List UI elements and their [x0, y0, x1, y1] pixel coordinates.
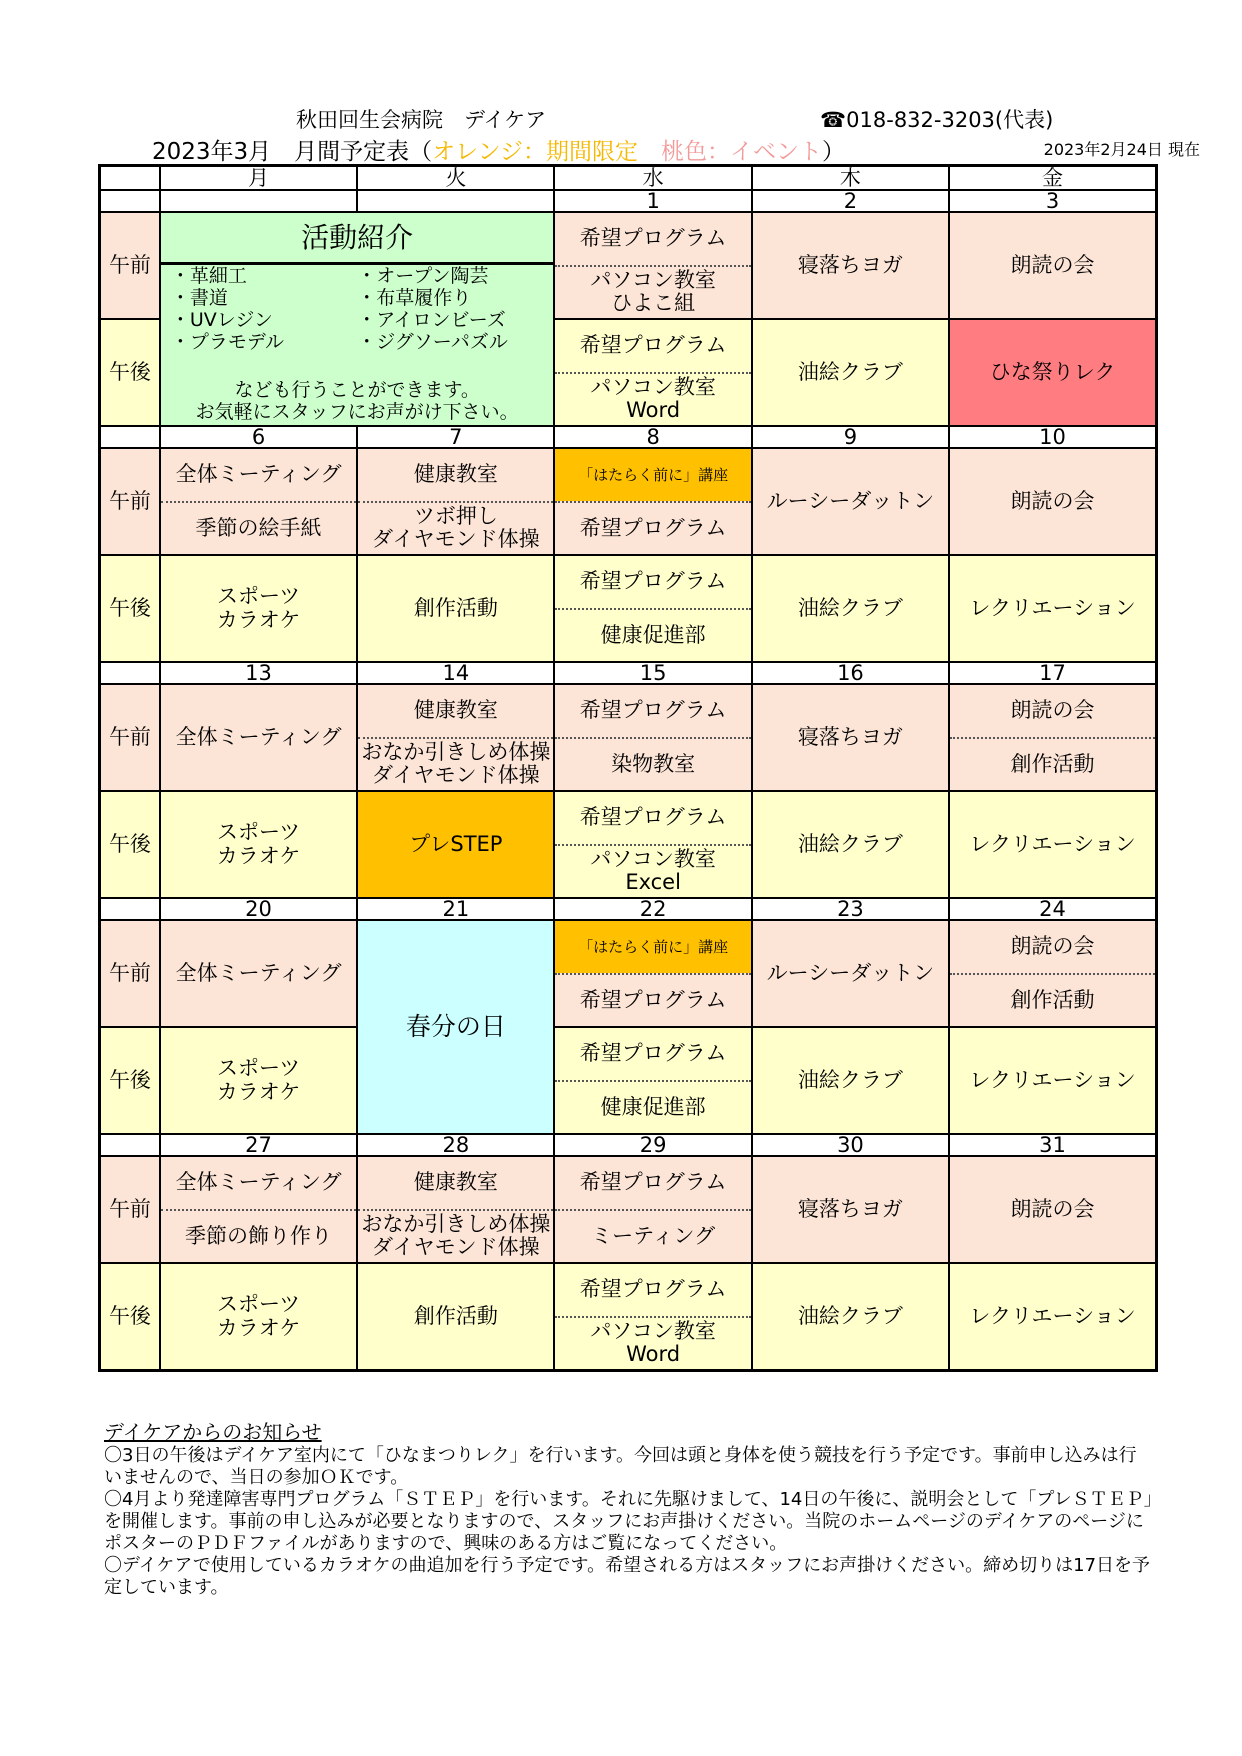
activity-item	[950, 973, 1155, 1027]
schedule-cell-wed-am	[554, 920, 751, 1027]
split-cell	[555, 1028, 750, 1133]
activity-label: レクリエーション	[969, 1303, 1136, 1328]
weekday-row	[100, 166, 1157, 191]
activity-item	[555, 737, 750, 791]
schedule-cell-thu-pm	[752, 1263, 949, 1371]
activity-label: ひな祭りレク	[989, 359, 1116, 384]
date-cell: 2	[752, 190, 949, 212]
activity-label: ひよこ組	[611, 291, 696, 316]
schedule-cell-fri-am	[949, 212, 1156, 319]
split-cell	[358, 449, 553, 554]
schedule-cell-wed-pm	[554, 1027, 751, 1134]
schedule-cell-thu-pm	[752, 555, 949, 662]
notice-line-3: 〇デイケアで使用しているカラオケの曲追加を行う予定です。希望される方はスタッフにお声掛けください。締め切りは17日を予定しています。	[104, 1555, 1151, 1598]
date-cell: 24	[949, 898, 1156, 920]
activity-label: おなか引きしめ体操	[361, 1212, 551, 1237]
date-cell: 15	[554, 662, 751, 684]
activity-item	[555, 1264, 750, 1316]
schedule-cell-wed-am	[554, 448, 751, 555]
activity-label: パソコン教室	[590, 847, 716, 872]
schedule-cell-mon-pm	[160, 1027, 357, 1134]
schedule-cell-tue-am	[357, 448, 554, 555]
activity-label: 創作活動	[413, 595, 498, 620]
activity-item	[555, 213, 750, 265]
activity-label: 朗読の会	[1010, 488, 1095, 513]
activity-label: 朗読の会	[1010, 252, 1095, 277]
activity-item	[555, 844, 750, 898]
weekday-wed: 水	[554, 166, 751, 191]
activity-label: ルーシーダットン	[766, 960, 935, 985]
date-spacer	[100, 1134, 160, 1156]
schedule-cell-thu-pm	[752, 319, 949, 426]
activity-label: スポーツ	[216, 1056, 301, 1081]
activity-item	[358, 737, 553, 791]
intro-list	[161, 265, 554, 353]
activity-label: おなか引きしめ体操	[361, 740, 551, 765]
schedule-cell-thu-pm	[752, 1027, 949, 1134]
activity-item	[950, 685, 1155, 737]
holiday-cell: 春分の日	[357, 920, 554, 1134]
schedule-cell-fri-pm	[949, 1027, 1156, 1134]
activity-label: スポーツ	[216, 584, 301, 609]
intro-box	[161, 213, 554, 425]
date-cell: 1	[554, 190, 751, 212]
activity-label: 希望プログラム	[579, 226, 727, 251]
schedule-cell-thu-am	[752, 1156, 949, 1263]
activity-label: レクリエーション	[969, 831, 1136, 856]
schedule-cell-tue-am	[357, 684, 554, 791]
date-cell: 17	[949, 662, 1156, 684]
split-cell	[555, 1264, 750, 1369]
schedule-cell-fri-am	[949, 684, 1156, 791]
activity-label: 朗読の会	[1010, 698, 1095, 723]
date-cell: 16	[752, 662, 949, 684]
date-cell: 3	[949, 190, 1156, 212]
date-spacer	[100, 190, 160, 212]
activity-item	[358, 501, 553, 555]
schedule-cell-wed-pm	[554, 319, 751, 426]
date-cell: 28	[357, 1134, 554, 1156]
activity-item	[950, 737, 1155, 791]
date-cell	[160, 190, 357, 212]
activity-label: スポーツ	[216, 820, 301, 845]
date-spacer	[100, 662, 160, 684]
slot-row-am	[100, 920, 1157, 1027]
period-label: 午前	[100, 684, 160, 791]
activity-label: 寝落ちヨガ	[797, 252, 903, 277]
notice-line-2: 〇4月より発達障害専門プログラム「ＳＴＥＰ」を行います。それに先駆けまして、14日の午後に、説明会として「プレＳＴＥＰ」を開催します。事前の申し込みが必要となりますので、スタッフにお声掛けください。当院のホームページのデイケアのページにポスターのＰＤＦファイルがありますので、興味のある方はご覧になってください。	[104, 1489, 1153, 1554]
activity-label: 希望プログラム	[579, 987, 727, 1012]
slot-row-pm	[100, 1263, 1157, 1371]
activity-label: カラオケ	[216, 1315, 301, 1340]
intro-item: ・プラモデル	[170, 331, 284, 353]
as-of-date: 2023年2月24日 現在	[1043, 140, 1200, 159]
activity-label: 健康教室	[413, 462, 498, 487]
activity-label: 希望プログラム	[579, 569, 727, 594]
split-cell	[555, 792, 750, 897]
activity-item	[161, 1157, 356, 1209]
date-cell: 14	[357, 662, 554, 684]
schedule-cell-thu-pm	[752, 791, 949, 898]
activity-label: Excel	[625, 870, 681, 895]
weekday-tue: 火	[357, 166, 554, 191]
split-cell	[950, 921, 1155, 1026]
activity-label: プレSTEP	[409, 831, 503, 856]
date-cell: 10	[949, 426, 1156, 448]
schedule-cell-tue-pm	[357, 555, 554, 662]
split-cell	[161, 1157, 356, 1262]
intro-note-1: なども行うことができます。	[234, 379, 480, 401]
schedule-cell-wed-am	[554, 684, 751, 791]
activity-label: 希望プログラム	[579, 333, 727, 358]
activity-label: 朗読の会	[1010, 934, 1095, 959]
date-cell: 31	[949, 1134, 1156, 1156]
split-cell	[555, 921, 750, 1026]
activity-label: 朗読の会	[1010, 1196, 1095, 1221]
activity-label: ダイヤモンド体操	[372, 763, 540, 788]
activity-label: 季節の絵手紙	[195, 515, 322, 540]
date-cell: 6	[160, 426, 357, 448]
org-name: 秋田回生会病院 デイケア	[296, 108, 547, 132]
slot-row-pm	[100, 1027, 1157, 1134]
activity-label: 全体ミーティング	[175, 462, 342, 487]
activity-item	[950, 921, 1155, 973]
activity-item	[555, 921, 750, 973]
activity-item	[358, 449, 553, 501]
period-label: 午後	[100, 1263, 160, 1371]
date-cell: 13	[160, 662, 357, 684]
activity-item	[555, 685, 750, 737]
activity-label: ルーシーダットン	[766, 488, 935, 513]
activity-label: 油絵クラブ	[797, 1303, 903, 1328]
schedule-cell-mon-am	[160, 920, 357, 1027]
period-label: 午後	[100, 555, 160, 662]
schedule-cell-mon-pm	[160, 555, 357, 662]
activity-label: 全体ミーティング	[175, 960, 342, 985]
date-cell	[357, 190, 554, 212]
date-cell: 22	[554, 898, 751, 920]
activity-label: 希望プログラム	[579, 1170, 727, 1195]
activity-label: 健康促進部	[600, 622, 706, 647]
date-cell: 9	[752, 426, 949, 448]
activity-item	[555, 608, 750, 662]
activity-label: 染物教室	[611, 751, 696, 776]
activity-item	[555, 1209, 750, 1263]
period-label: 午前	[100, 212, 160, 319]
schedule-table	[98, 164, 1158, 1372]
schedule-cell-fri-pm	[949, 319, 1156, 426]
legend-pink: 桃色：イベント	[638, 139, 823, 165]
activity-item	[358, 1209, 553, 1263]
activity-label: 健康教室	[413, 1170, 498, 1195]
activity-label: 健康促進部	[600, 1094, 706, 1119]
activity-label: 創作活動	[1010, 987, 1095, 1012]
split-cell	[555, 556, 750, 661]
split-cell	[555, 449, 750, 554]
intro-title: 活動紹介	[161, 213, 554, 265]
activity-label: 季節の飾り作り	[185, 1223, 333, 1248]
activity-item	[555, 265, 750, 319]
activity-label: パソコン教室	[590, 268, 716, 293]
intro-item: ・ジグソーパズル	[357, 331, 508, 353]
schedule-cell-mon-am	[160, 448, 357, 555]
phone-number: ☎018-832-3203(代表)	[820, 108, 1054, 132]
activity-item	[555, 1028, 750, 1080]
activity-label: カラオケ	[216, 607, 301, 632]
schedule-cell-mon-pm	[160, 791, 357, 898]
schedule-cell-thu-am	[752, 920, 949, 1027]
intro-item: ・書道	[170, 287, 228, 309]
activity-item	[555, 1080, 750, 1134]
date-cell: 7	[357, 426, 554, 448]
date-cell: 8	[554, 426, 751, 448]
schedule-cell-tue-pm	[357, 791, 554, 898]
title-main: 2023年3月 月間予定表（	[152, 139, 433, 165]
intro-note	[161, 379, 554, 423]
date-cell: 27	[160, 1134, 357, 1156]
split-cell	[555, 213, 750, 318]
schedule-cell-mon-am	[160, 1156, 357, 1263]
period-label: 午前	[100, 920, 160, 1027]
intro-item: ・布草履作り	[357, 287, 472, 309]
legend-orange: オレンジ：期間限定	[432, 139, 639, 165]
date-spacer	[100, 898, 160, 920]
activity-item	[555, 501, 750, 555]
slot-row-am	[100, 684, 1157, 791]
schedule-cell-tue-pm	[357, 1263, 554, 1371]
activity-label: パソコン教室	[590, 375, 716, 400]
activity-item	[555, 449, 750, 501]
notice-line-1: 〇3日の午後はデイケア室内にて「ひなまつりレク」を行います。今回は頭と身体を使う競技を行う予定です。事前申し込みは行いませんので、当日の参加ＯＫです。	[104, 1445, 1137, 1488]
split-cell	[950, 685, 1155, 790]
split-cell	[555, 1157, 750, 1262]
date-cell: 30	[752, 1134, 949, 1156]
activity-label: 創作活動	[1010, 751, 1095, 776]
activity-label: 希望プログラム	[579, 805, 727, 830]
date-row	[100, 190, 1157, 212]
activity-item	[358, 1157, 553, 1209]
activity-label: 油絵クラブ	[797, 1067, 903, 1092]
slot-row-pm	[100, 555, 1157, 662]
slot-row-pm	[100, 791, 1157, 898]
activity-label: 希望プログラム	[579, 698, 727, 723]
activity-label: Word	[626, 1342, 681, 1367]
date-row	[100, 426, 1157, 448]
intro-item: ・UVレジン	[170, 309, 273, 331]
schedule-cell-mon-pm	[160, 1263, 357, 1371]
activity-label: 寝落ちヨガ	[797, 1196, 903, 1221]
activity-item	[161, 501, 356, 555]
schedule-cell-wed-pm	[554, 555, 751, 662]
activity-label: 油絵クラブ	[797, 831, 903, 856]
date-row	[100, 898, 1157, 920]
activity-label: 全体ミーティング	[175, 724, 342, 749]
activity-label: 油絵クラブ	[797, 359, 903, 384]
weekday-fri: 金	[949, 166, 1156, 191]
activity-label: 希望プログラム	[579, 1277, 727, 1302]
weekday-thu: 木	[752, 166, 949, 191]
slot-row-am	[100, 1156, 1157, 1263]
notice-heading: デイケアからのお知らせ	[104, 1420, 322, 1444]
intro-item: ・オープン陶芸	[357, 265, 489, 287]
schedule-cell-fri-am	[949, 1156, 1156, 1263]
date-spacer	[100, 426, 160, 448]
split-cell	[358, 685, 553, 790]
activity-label: 「はたらく前に」講座	[578, 465, 729, 484]
activity-intro	[160, 212, 555, 426]
split-cell	[358, 1157, 553, 1262]
activity-item	[161, 449, 356, 501]
period-label: 午後	[100, 1027, 160, 1134]
intro-item: ・革細工	[170, 265, 247, 287]
activity-item	[555, 792, 750, 844]
activity-label: Word	[626, 398, 681, 423]
period-label: 午後	[100, 791, 160, 898]
activity-label: ダイヤモンド体操	[372, 1235, 540, 1260]
activity-label: ツボ押し	[413, 504, 498, 529]
activity-label: レクリエーション	[969, 1067, 1136, 1092]
activity-label: スポーツ	[216, 1292, 301, 1317]
split-cell	[161, 449, 356, 554]
schedule-cell-wed-am	[554, 212, 751, 319]
schedule-cell-wed-pm	[554, 791, 751, 898]
activity-item	[555, 1157, 750, 1209]
schedule-cell-tue-am	[357, 1156, 554, 1263]
intro-note-2: お気軽にスタッフにお声がけ下さい。	[195, 401, 519, 423]
schedule-cell-thu-am	[752, 448, 949, 555]
schedule-cell-fri-am	[949, 448, 1156, 555]
schedule-cell-fri-am	[949, 920, 1156, 1027]
date-cell: 29	[554, 1134, 751, 1156]
activity-label: 健康教室	[413, 698, 498, 723]
date-row	[100, 662, 1157, 684]
activity-label: 希望プログラム	[579, 515, 727, 540]
slot-row-am	[100, 448, 1157, 555]
activity-item	[555, 973, 750, 1027]
page-title	[152, 133, 845, 166]
activity-label: ミーティング	[591, 1223, 716, 1248]
activity-item	[555, 372, 750, 426]
notice-section	[104, 1421, 1154, 1599]
period-label: 午後	[100, 319, 160, 426]
schedule-cell-thu-am	[752, 684, 949, 791]
period-label: 午前	[100, 448, 160, 555]
schedule-cell-fri-pm	[949, 791, 1156, 898]
schedule-cell-mon-am	[160, 684, 357, 791]
weekday-mon: 月	[160, 166, 357, 191]
activity-label: ダイヤモンド体操	[372, 527, 540, 552]
schedule-cell-wed-am	[554, 1156, 751, 1263]
schedule-cell-wed-pm	[554, 1263, 751, 1371]
activity-label: 油絵クラブ	[797, 595, 903, 620]
period-label: 午前	[100, 1156, 160, 1263]
activity-item	[555, 320, 750, 372]
activity-label: 全体ミーティング	[175, 1170, 342, 1195]
activity-label: 創作活動	[413, 1303, 498, 1328]
slot-row-am	[100, 212, 1157, 319]
date-row	[100, 1134, 1157, 1156]
activity-item	[358, 685, 553, 737]
date-cell: 23	[752, 898, 949, 920]
title-close: ）	[822, 139, 846, 165]
split-cell	[555, 685, 750, 790]
intro-item: ・アイロンビーズ	[357, 309, 506, 331]
schedule-cell-thu-am	[752, 212, 949, 319]
activity-label: 寝落ちヨガ	[797, 724, 903, 749]
corner-cell	[100, 166, 160, 191]
date-cell: 20	[160, 898, 357, 920]
activity-label: カラオケ	[216, 843, 301, 868]
activity-item	[555, 556, 750, 608]
activity-label: 「はたらく前に」講座	[578, 937, 729, 956]
activity-item	[555, 1316, 750, 1370]
activity-label: パソコン教室	[590, 1319, 716, 1344]
split-cell	[555, 320, 750, 425]
schedule-cell-fri-pm	[949, 555, 1156, 662]
activity-label: レクリエーション	[969, 595, 1136, 620]
schedule-cell-fri-pm	[949, 1263, 1156, 1371]
activity-item	[161, 1209, 356, 1263]
activity-label: カラオケ	[216, 1079, 301, 1104]
activity-label: 希望プログラム	[579, 1041, 727, 1066]
date-cell: 21	[357, 898, 554, 920]
